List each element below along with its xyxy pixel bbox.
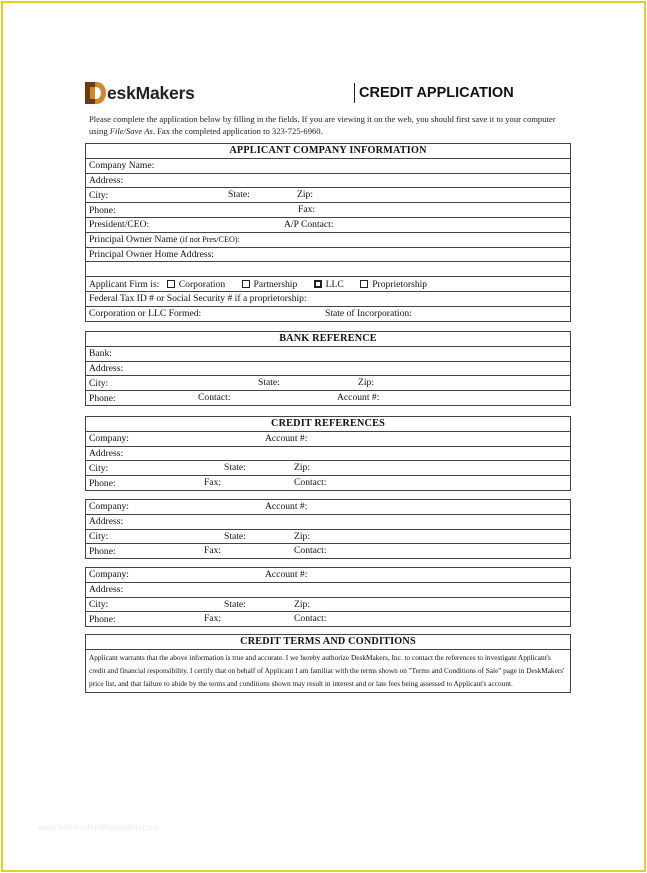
state-incorporation-label: State of Incorporation: xyxy=(325,307,412,319)
credit-company-row[interactable]: Company: Account #: xyxy=(86,568,571,583)
credit-fax-label: Fax: xyxy=(204,477,222,489)
credit-phone-row[interactable]: Phone: Fax: Contact: xyxy=(86,544,571,559)
logo-mark-icon xyxy=(85,82,106,104)
credit-terms-section xyxy=(85,634,571,693)
fax-label: Fax: xyxy=(298,204,316,216)
credit-zip-label: Zip: xyxy=(294,530,310,542)
bank-state-label: State: xyxy=(258,377,280,389)
credit-fax-label: Fax: xyxy=(204,613,222,625)
owner-home-address-field[interactable]: Principal Owner Home Address: xyxy=(86,247,571,262)
credit-company-row[interactable]: Company: Account #: xyxy=(86,431,571,446)
llc-checkbox[interactable] xyxy=(314,280,322,288)
corporation-checkbox[interactable] xyxy=(167,280,175,288)
bank-phone-row[interactable]: Phone: Contact: Account #: xyxy=(86,391,571,406)
credit-contact-label: Contact: xyxy=(294,545,327,557)
credit-fax-label: Fax: xyxy=(204,545,222,557)
credit-contact-label: Contact: xyxy=(294,477,327,489)
bank-reference-section xyxy=(85,331,571,406)
credit-address-field[interactable]: Address: xyxy=(86,582,571,597)
deskmakers-logo xyxy=(85,80,195,106)
tax-id-field[interactable]: Federal Tax ID # or Social Security # if a proprietorship: xyxy=(86,291,571,306)
watermark-text: www.hertierschoolfoundation.com xyxy=(38,823,158,832)
bank-city-row[interactable]: City: State: Zip: xyxy=(86,376,571,391)
credit-address-field[interactable]: Address: xyxy=(86,446,571,461)
logo-text: eskMakers xyxy=(107,82,195,103)
bank-field[interactable]: Bank: xyxy=(86,346,571,361)
bank-zip-label: Zip: xyxy=(358,377,374,389)
firm-type-row: Applicant Firm is: Corporation Partnership LLC Proprietorship xyxy=(86,277,571,292)
phone-fax-row[interactable]: Phone: Fax: xyxy=(86,203,571,218)
applicant-section xyxy=(85,143,571,322)
credit-account-label: Account #: xyxy=(265,569,308,580)
terms-heading: CREDIT TERMS AND CONDITIONS xyxy=(86,635,571,650)
spacer-row xyxy=(86,262,571,277)
credit-city-row[interactable]: City: State: Zip: xyxy=(86,529,571,544)
bank-address-field[interactable]: Address: xyxy=(86,361,571,376)
partnership-checkbox[interactable] xyxy=(242,280,250,288)
formed-incorporation-row[interactable]: Corporation or LLC Formed: State of Incorporation: xyxy=(86,306,571,321)
credit-reference-1 xyxy=(85,416,571,491)
credit-city-row[interactable]: City: State: Zip: xyxy=(86,461,571,476)
city-state-zip-row[interactable]: City: State: Zip: xyxy=(86,188,571,203)
credit-phone-row[interactable]: Phone: Fax: Contact: xyxy=(86,476,571,491)
credit-contact-label: Contact: xyxy=(294,613,327,625)
credit-address-field[interactable]: Address: xyxy=(86,514,571,529)
ap-contact-label: A/P Contact: xyxy=(284,218,334,230)
credit-company-row[interactable]: Company: Account #: xyxy=(86,500,571,515)
principal-owner-field[interactable]: Principal Owner Name (if not Pres/CEO): xyxy=(86,232,571,247)
credit-city-row[interactable]: City: State: Zip: xyxy=(86,597,571,612)
credit-zip-label: Zip: xyxy=(294,462,310,474)
state-label: State: xyxy=(228,189,250,201)
address-field[interactable]: Address: xyxy=(86,173,571,188)
bank-account-label: Account #: xyxy=(337,392,380,404)
intro-instructions: Please complete the application below by filling in the fields. If you are viewing it on the web, you should first save it to your computer using File/Save As. Fax the completed application to 323-725-6960. xyxy=(89,114,556,136)
terms-body: Applicant warrants that the above information is true and accurate. I we hereby authorize DeskMakers, Inc. to contact the references to investigate Applicant's credit and financial responsibility. I certify that on behalf of Applicant I am familiar with the terms shown on "Terms and Conditions of Sale" page in DeskMakers' price list, and that failure to abide by the terms and conditions shown may result in interest and or late fees being assessed to Applicant's account. xyxy=(86,649,571,692)
zip-label: Zip: xyxy=(297,189,313,201)
credit-references-heading: CREDIT REFERENCES xyxy=(86,417,571,432)
bank-contact-label: Contact: xyxy=(198,392,231,404)
credit-phone-row[interactable]: Phone: Fax: Contact: xyxy=(86,612,571,627)
credit-reference-3 xyxy=(85,567,571,627)
credit-account-label: Account #: xyxy=(265,432,308,444)
credit-reference-2 xyxy=(85,499,571,559)
credit-zip-label: Zip: xyxy=(294,598,310,610)
applicant-heading: APPLICANT COMPANY INFORMATION xyxy=(86,144,571,159)
credit-application-page xyxy=(85,0,571,873)
credit-state-label: State: xyxy=(224,530,246,542)
proprietorship-checkbox[interactable] xyxy=(360,280,368,288)
document-title: CREDIT APPLICATION xyxy=(354,83,514,103)
company-name-field[interactable]: Company Name: xyxy=(86,158,571,173)
credit-state-label: State: xyxy=(224,462,246,474)
credit-state-label: State: xyxy=(224,598,246,610)
credit-account-label: Account #: xyxy=(265,501,308,512)
bank-heading: BANK REFERENCE xyxy=(86,332,571,347)
president-ap-row[interactable]: President/CEO: A/P Contact: xyxy=(86,217,571,232)
